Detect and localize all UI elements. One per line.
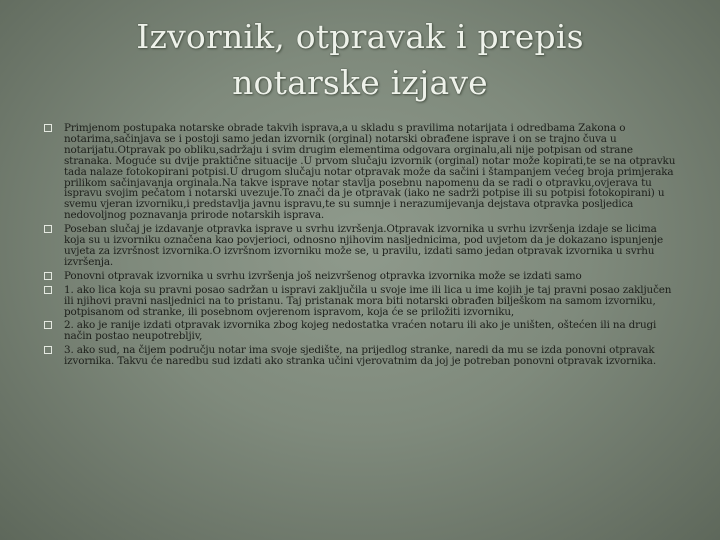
list-item bbox=[44, 285, 680, 318]
list-item-text: Primjenom postupaka notarske obrade takvih isprava,a u skladu s pravilima notarijata i odredbama Zakona o notarima,sačinjava se i postoji samo jedan izvornik (orginal) notarski obrađene isprave i on se trajno čuva u notarijatu.Otpravak po obliku,sadržaju i svim drugim elementima odgovara orginalu,ali nije potpisan od strane stranaka. Moguće su dvije praktične situacije .U prvom slučaju izvornik (orginal) notar može kopirati,te se na otpravku tada nalaze fotokopirani potpisi.U drugom slučaju notar otpravak može da sačini i štampanjem većeg broja primjeraka prilikom sačinjavanja orginala.Na takve isprave notar stavlja posebnu napomenu da se radi o otpravku,ovjerava tu ispravu svojim pečatom i notarski uvezuje.To znači da je otpravak (iako ne sadrži potpise ili su potpisi fotokopirani) u svemu vjeran izvorniku,i predstavlja javnu ispravu,te su sumnje i nerazumijevanja dejstava otpravka posljedica nedovoljnog poznavanja prirode notarskih isprava. bbox=[64, 122, 676, 222]
bullet-list bbox=[44, 123, 680, 370]
list-item-text: Poseban slučaj je izdavanje otpravka isprave u svrhu izvršenja.Otpravak izvornika u svrhu izvršenja izdaje se licima koja su u izvorniku označena kao povjerioci, odnosno njihovim nasljednicima, pod uvjetom da je dokazano ispunjenje uvjeta za izvršnost izvornika.O izvršnom izvorniku može se, u pravilu, izdati samo jedan otpravak izvornika u svrhu izvršenja. bbox=[64, 223, 663, 268]
square-bullet-icon bbox=[44, 124, 52, 132]
list-item-text: Ponovni otpravak izvornika u svrhu izvršenja još neizvršenog otpravka izvornika može se izdati samo bbox=[64, 269, 582, 282]
list-item-text: 2. ako je ranije izdati otpravak izvornika zbog kojeg nedostatka vraćen notaru ili ako je uništen, oštećen ili na drugi način postao neupotrebljiv, bbox=[64, 319, 657, 343]
list-item bbox=[44, 345, 680, 367]
slide-title-line-1: Izvornik, otpravak i prepis bbox=[136, 17, 584, 56]
list-item bbox=[44, 224, 680, 268]
list-item bbox=[44, 271, 680, 282]
square-bullet-icon bbox=[44, 225, 52, 233]
square-bullet-icon bbox=[44, 346, 52, 354]
square-bullet-icon bbox=[44, 321, 52, 329]
list-item bbox=[44, 320, 680, 342]
square-bullet-icon bbox=[44, 272, 52, 280]
square-bullet-icon bbox=[44, 286, 52, 294]
list-item-text: 3. ako sud, na čijem području notar ima svoje sjedište, na prijedlog stranke, naredi da mu se izda ponovni otpravak izvornika. Takvu će naredbu sud izdati ako stranka učini vjerovatnim da joj je potreban ponovni otpravak izvornika. bbox=[64, 344, 656, 368]
list-item bbox=[44, 123, 680, 221]
slide-title bbox=[60, 14, 660, 106]
slide-title-line-2: notarske izjave bbox=[232, 63, 488, 102]
list-item-text: 1. ako lica koja su pravni posao sadržan u ispravi zaključila u svoje ime ili lica u ime kojih je taj pravni posao zaključen ili njihovi pravni nasljednici na to pristanu. Taj pristanak mora biti notarski obrađen bilješkom na samom izvorniku, potpisanom od stranke, ili posebnom ovjerenom ispravom, koja će se priložiti izvorniku, bbox=[64, 283, 672, 318]
